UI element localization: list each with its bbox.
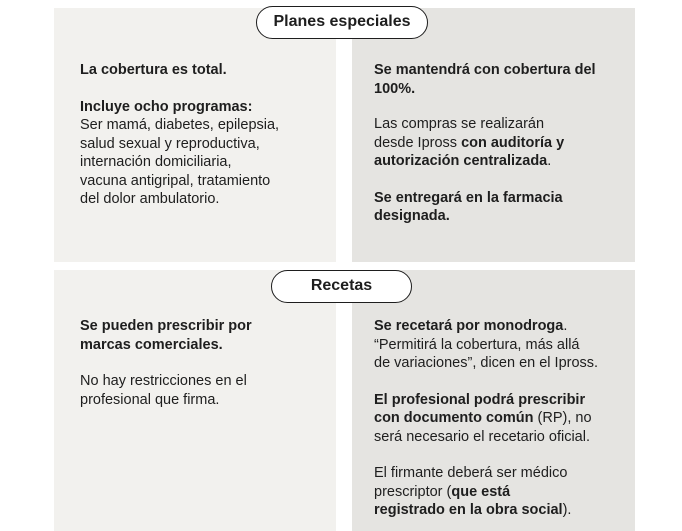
brands-text: marcas comerciales. bbox=[80, 336, 223, 353]
restrictions-text: No hay restricciones en el bbox=[80, 373, 247, 389]
programs-line: del dolor ambulatorio. bbox=[80, 191, 220, 207]
common-document-text: El profesional podrá prescribir bbox=[374, 391, 586, 408]
programs-line: internación domiciliaria, bbox=[80, 154, 232, 170]
section-title-planes-especiales: Planes especiales bbox=[256, 6, 428, 39]
coverage-100-text: 100%. bbox=[374, 80, 416, 97]
brands-text: Se pueden prescribir por bbox=[80, 318, 252, 334]
pharmacy-text: designada. bbox=[374, 208, 450, 224]
programs-heading: Incluye ocho programas: bbox=[80, 98, 253, 115]
purchases-text: autorización centralizada. bbox=[374, 153, 552, 169]
programs-line: salud sexual y reproductiva, bbox=[80, 135, 260, 152]
purchases-text: desde Ipross con auditoría y bbox=[374, 134, 565, 151]
programs-line: Ser mamá, diabetes, epilepsia, bbox=[80, 117, 280, 133]
monodrug-text: “Permitirá la cobertura, más allá bbox=[374, 336, 580, 353]
programs-line: vacuna antigripal, tratamiento bbox=[80, 172, 271, 189]
planes-right-panel bbox=[352, 8, 635, 262]
monodrug-text: de variaciones”, dicen en el Ipross. bbox=[374, 355, 599, 371]
signer-text: prescriptor (que está bbox=[374, 483, 511, 500]
common-document-text: con documento común (RP), no bbox=[374, 410, 592, 426]
signer-text: El firmante deberá ser médico bbox=[374, 465, 568, 481]
coverage-total-text: La cobertura es total. bbox=[80, 62, 227, 78]
planes-left-panel bbox=[54, 8, 336, 262]
recetas-left-panel bbox=[54, 270, 336, 531]
common-document-text: será necesario el recetario oficial. bbox=[374, 428, 590, 445]
signer-text: registrado en la obra social). bbox=[374, 502, 572, 518]
pharmacy-text: Se entregará en la farmacia bbox=[374, 189, 563, 206]
monodrug-text: Se recetará por monodroga. bbox=[374, 318, 568, 334]
restrictions-text: profesional que firma. bbox=[80, 391, 220, 408]
coverage-100-text: Se mantendrá con cobertura del bbox=[374, 62, 596, 78]
section-title-recetas: Recetas bbox=[271, 270, 412, 303]
recetas-right-panel bbox=[352, 270, 635, 531]
purchases-text: Las compras se realizarán bbox=[374, 116, 545, 132]
